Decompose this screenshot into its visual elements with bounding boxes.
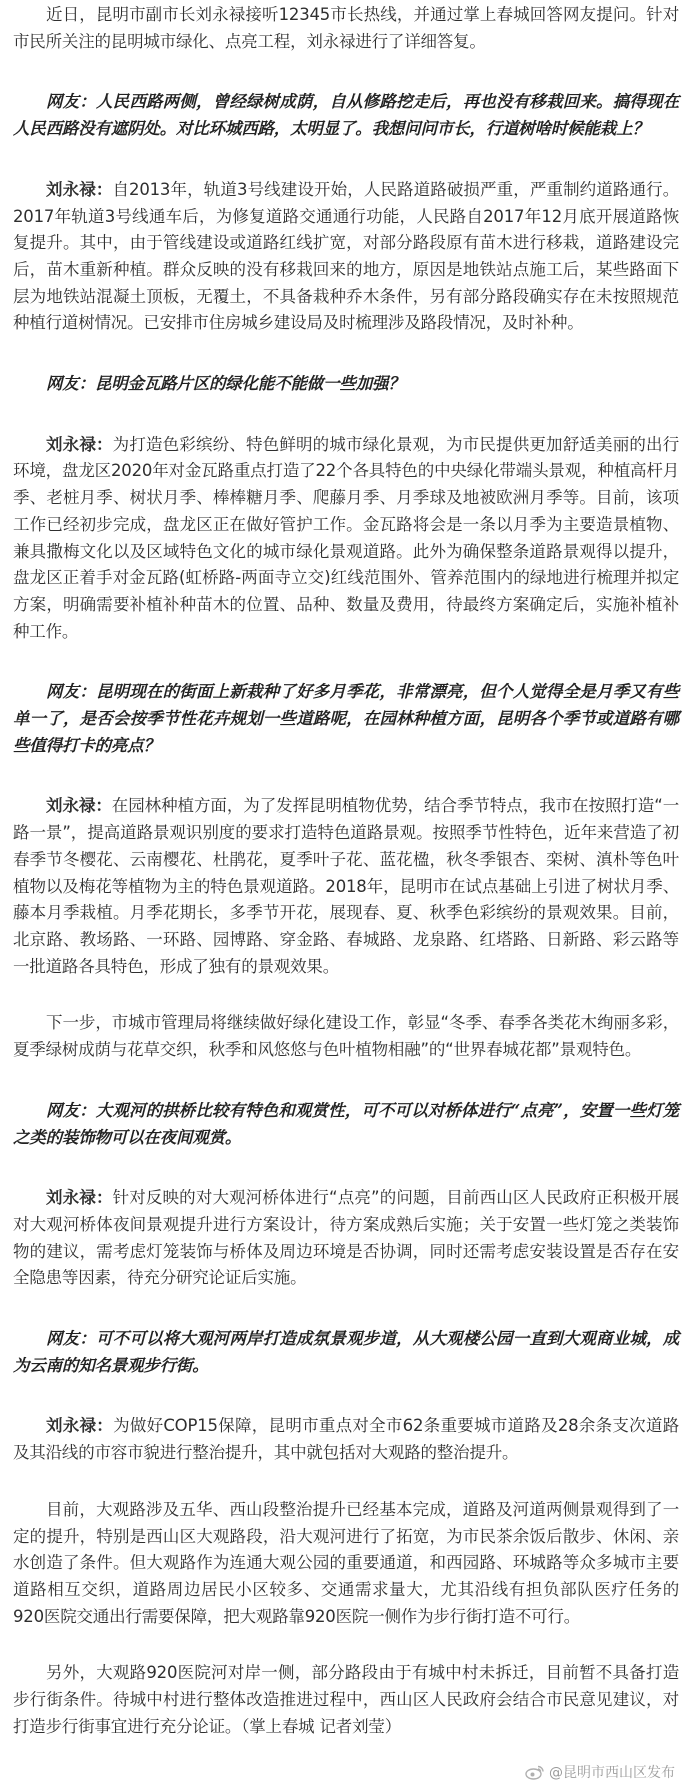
watermark-text: @昆明市西山区发布: [549, 1765, 675, 1781]
speaker-official: 刘永禄：: [46, 179, 113, 199]
netizen-question-5: 网友：可不可以将大观河两岸打造成氛景观步道，从大观楼公园一直到大观商业城，成为云南的知名景观步行街。: [13, 1329, 679, 1375]
speaker-netizen: 网友：: [46, 682, 97, 702]
official-answer-3: 刘永禄：在园林种植方面，为了发挥昆明植物优势，结合季节特点，我市在按照打造“一路一景”，提高道路景观识别度的要求打造特色道路景观。按照季节性特色，近年来营造了初春季节冬樱花、云南樱花、杜鹃花，夏季叶子花、蓝花楹，秋冬季银杏、栾树、滇朴等色叶植物以及梅花等植物为主的特色景观道路。2018年，昆明市在试点基础上引进了树状月季、藤本月季栽植。月季花期长，多季节开花，展现春、夏、秋季色彩缤纷的景观效果。目前，北京路、教场路、一环路、园博路、穿金路、春城路、龙泉路、红塔路、日新路、彩云路等一批道路各具特色，形成了独有的景观效果。: [13, 796, 679, 976]
answer-continuation-paragraph: 目前，大观路涉及五华、西山段整治提升已经基本完成，道路及河道两侧景观得到了一定的提升，特别是西山区大观路段，沿大观河进行了拓宽，为市民茶余饭后散步、休闲、亲水创造了条件。但大观路作为连通大观公园的重要通道，和西园路、环城路等众多城市主要道路相互交织，道路周边居民小区较多、交通需求量大，尤其沿线有担负部队医疗任务的920医院交通出行需要保障，把大观路靠920医院一侧作为步行街打造不可行。: [13, 1499, 679, 1626]
speaker-official: 刘永禄：: [46, 1416, 114, 1436]
speaker-netizen: 网友：: [46, 374, 95, 394]
weibo-watermark: [525, 1762, 675, 1782]
weibo-logo-icon: [525, 1764, 545, 1780]
speaker-netizen: 网友：: [46, 1100, 96, 1120]
netizen-question-4: 网友：大观河的拱桥比较有特色和观赏性，可不可以对桥体进行“点亮”，安置一些灯笼之类的装饰物可以在夜间观赏。: [13, 1100, 679, 1147]
speaker-official: 刘永禄：: [46, 434, 113, 454]
answer-continuation-paragraph: 下一步，市城市管理局将继续做好绿化建设工作，彰显“冬季、春季各类花木绚丽多彩，夏季绿树成荫与花草交织，秋季和风悠悠与色叶植物相融”的“世界春城花都”景观特色。: [13, 1013, 679, 1060]
netizen-question-3: 网友：昆明现在的街面上新栽种了好多月季花，非常漂亮，但个人觉得全是月季又有些单一了，是否会按季节性花卉规划一些道路呢，在园林种植方面，昆明各个季节或道路有哪些值得打卡的亮点？: [13, 682, 679, 755]
speaker-official: 刘永禄：: [46, 796, 112, 816]
lead-paragraph: 近日，昆明市副市长刘永禄接听12345市长热线，并通过掌上春城回答网友提问。针对市民所关注的昆明城市绿化、点亮工程，刘永禄进行了详细答复。: [13, 5, 679, 51]
netizen-question-1: 网友：人民西路两侧，曾经绿树成荫，自从修路挖走后，再也没有移栽回来。搞得现在人民西路没有遮阴处。对比环城西路，太明显了。我想问问市长，行道树啥时候能栽上？: [13, 92, 679, 139]
speaker-netizen: 网友：: [46, 1329, 97, 1349]
speaker-official: 刘永禄：: [46, 1188, 113, 1208]
closing-paragraph: 另外，大观路920医院河对岸一侧，部分路段由于有城中村未拆迁，目前暂不具备打造步行街条件。待城中村进行整体改造推进过程中，西山区人民政府会结合市民意见建议，对打造步行街事宜进行充分论证。（掌上春城 记者刘莹）: [13, 1663, 679, 1736]
speaker-netizen: 网友：: [46, 92, 97, 112]
official-answer-2: 刘永禄：为打造色彩缤纷、特色鲜明的城市绿化景观，为市民提供更加舒适美丽的出行环境，盘龙区2020年对金瓦路重点打造了22个各具特色的中央绿化带端头景观，种植高杆月季、老桩月季、树状月季、棒棒糖月季、爬藤月季、月季球及地被欧洲月季等。目前，该项工作已经初步完成，盘龙区正在做好管护工作。金瓦路将会是一条以月季为主要造景植物、兼具撒梅文化以及区域特色文化的城市绿化景观道路。此外为确保整条道路景观得以提升，盘龙区正着手对金瓦路(虹桥路-两面寺立交)红线范围外、管养范围内的绿地进行梳理并拟定方案，明确需要补植补种苗木的位置、品种、数量及费用，待最终方案确定后，实施补植补种工作。: [13, 434, 679, 641]
official-answer-1: 刘永禄：自2013年，轨道3号线建设开始，人民路道路破损严重，严重制约道路通行。2017年轨道3号线通车后，为修复道路交通通行功能，人民路自2017年12月底开展道路恢复提升。其中，由于管线建设或道路红线扩宽，对部分路段原有苗木进行移栽，道路建设完后，苗木重新种植。群众反映的没有移栽回来的地方，原因是地铁站点施工后，某些路面下层为地铁站混凝土顶板，无覆土，不具备栽种乔木条件，另有部分路段确实存在未按照规范种植行道树情况。已安排市住房城乡建设局及时梳理涉及路段情况，及时补种。: [13, 179, 680, 333]
official-answer-5: 刘永禄：为做好COP15保障，昆明市重点对全市62条重要城市道路及28余条支次道路及其沿线的市容市貌进行整治提升，其中就包括对大观路的整治提升。: [13, 1416, 680, 1463]
official-answer-4: 刘永禄：针对反映的对大观河桥体进行“点亮”的问题，目前西山区人民政府正积极开展对大观河桥体夜间景观提升进行方案设计，待方案成熟后实施；关于安置一些灯笼之类装饰物的建议，需考虑灯笼装饰与桥体及周边环境是否协调，同时还需考虑安装设置是否存在安全隐患等因素，待充分研究论证后实施。: [13, 1188, 679, 1288]
netizen-question-2: 网友：昆明金瓦路片区的绿化能不能做一些加强？: [46, 374, 405, 394]
